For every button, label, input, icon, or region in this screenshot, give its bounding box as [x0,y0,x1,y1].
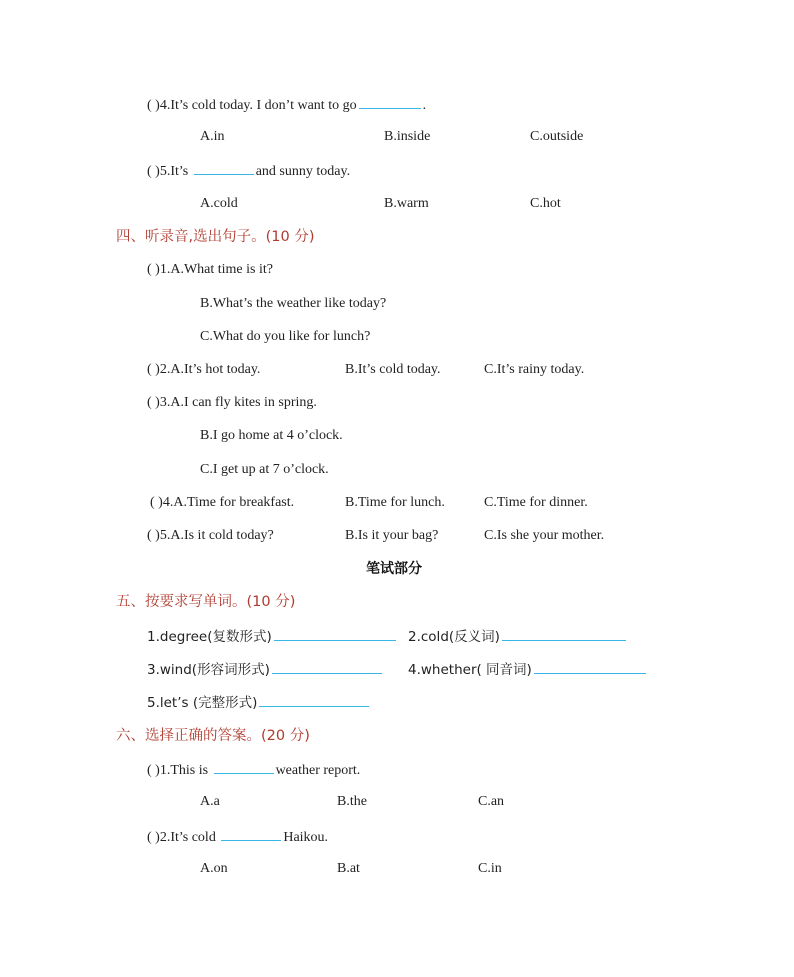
section-4-heading: 四、听录音,选出句子。(10 分) [116,229,315,245]
period: . [422,98,427,113]
answer-paren[interactable]: ( ) [147,395,160,410]
option-c: C.Time for dinner. [484,495,588,510]
option-c: C.in [478,861,502,876]
option-a: 2.A.It’s hot today. [159,362,261,377]
answer-blank[interactable] [214,759,274,774]
word-item-2 [408,626,628,646]
question-text-pre: 2.It’s cold [159,830,220,845]
option-c: C.hot [530,196,561,211]
answer-blank[interactable] [194,160,254,175]
question-6-1 [147,759,360,779]
word-item-3 [147,659,384,679]
question-6-2 [147,826,328,846]
option-a: 3.A.I can fly kites in spring. [159,395,317,410]
question-text-pre: 1.This is [159,763,212,778]
question-4-1 [147,260,273,280]
option-b: B.Is it your bag? [345,528,439,543]
question-text-post: and sunny today. [255,164,351,179]
word-item-4 [408,659,648,679]
answer-blank[interactable] [534,659,646,674]
option-b: B.the [337,794,367,809]
question-text: 4.It’s cold today. I don’t want to go [159,98,357,113]
answer-paren[interactable]: ( ) [147,98,160,113]
option-b: B.at [337,861,360,876]
answer-blank[interactable] [359,94,421,109]
question-text-post: weather report. [275,763,361,778]
question-4-3 [147,393,317,413]
word-item-label: 2.cold(反义词) [408,629,500,645]
word-item-label: 5.let’s (完整形式) [147,695,258,711]
word-item-1 [147,626,398,646]
option-c: C.I get up at 7 o’clock. [200,462,329,477]
question-3-5 [147,160,350,180]
question-4-5 [147,526,274,546]
answer-blank[interactable] [259,692,369,707]
answer-paren[interactable]: ( ) [147,528,160,543]
word-item-label: 4.whether( 同音词) [408,662,532,678]
option-c: C.Is she your mother. [484,528,605,543]
answer-paren[interactable]: ( ) [147,362,160,377]
question-3-4 [147,94,426,114]
answer-blank[interactable] [272,659,382,674]
option-a: 5.A.Is it cold today? [159,528,274,543]
option-b: B.inside [384,129,431,144]
section-5-heading: 五、按要求写单词。(10 分) [116,594,296,610]
question-4-2 [147,360,260,380]
question-4-4 [150,493,294,513]
word-item-label: 1.degree(复数形式) [147,629,272,645]
option-b: B.It’s cold today. [345,362,441,377]
option-c: C.outside [530,129,584,144]
answer-paren[interactable]: ( ) [147,763,160,778]
answer-paren[interactable]: ( ) [150,495,163,510]
answer-blank[interactable] [274,626,396,641]
answer-paren[interactable]: ( ) [147,164,160,179]
option-a: A.on [200,861,228,876]
section-6-heading: 六、选择正确的答案。(20 分) [116,728,310,744]
option-c: C.an [478,794,505,809]
option-c: C.It’s rainy today. [484,362,585,377]
option-c: C.What do you like for lunch? [200,329,371,344]
option-a: 1.A.What time is it? [159,262,273,277]
option-b: B.What’s the weather like today? [200,296,387,311]
option-b: B.warm [384,196,429,211]
answer-blank[interactable] [221,826,281,841]
question-text-post: Haikou. [283,830,329,845]
option-b: B.I go home at 4 o’clock. [200,428,343,443]
option-a: A.cold [200,196,238,211]
word-item-5 [147,692,371,712]
written-part-title: 笔试部分 [366,561,422,577]
answer-blank[interactable] [502,626,626,641]
option-a: 4.A.Time for breakfast. [162,495,295,510]
question-text-pre: 5.It’s [159,164,192,179]
word-item-label: 3.wind(形容词形式) [147,662,270,678]
option-b: B.Time for lunch. [345,495,445,510]
option-a: A.in [200,129,225,144]
option-a: A.a [200,794,220,809]
answer-paren[interactable]: ( ) [147,830,160,845]
answer-paren[interactable]: ( ) [147,262,160,277]
